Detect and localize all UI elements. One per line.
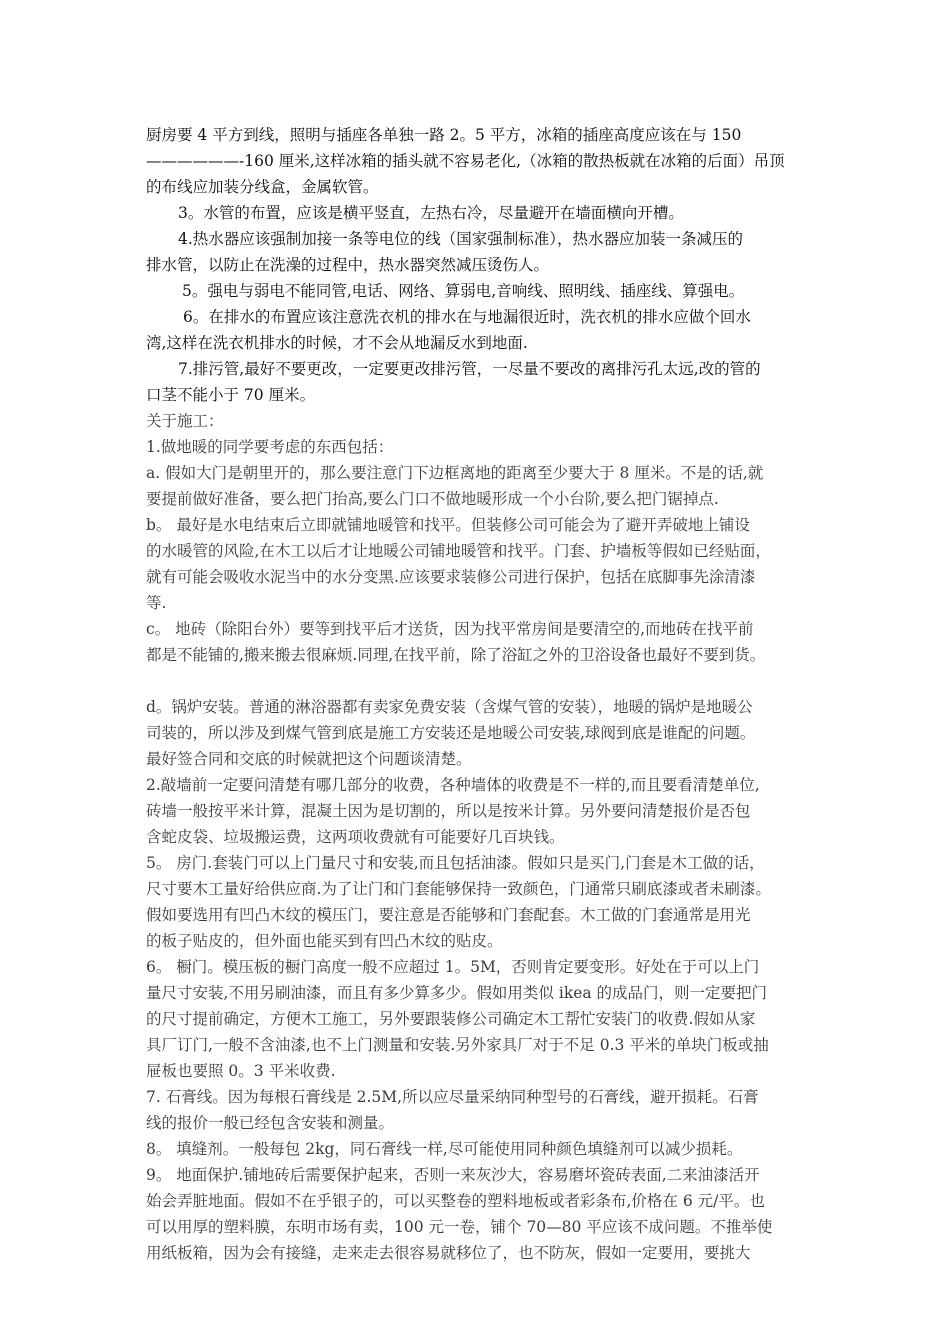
item-6-line: 量尺寸安装,不用另刷油漆，而且有多少算多少。假如用类似 ikea 的成品门，则一定要把门 — [146, 984, 768, 1002]
item-9-line: 可以用厚的塑料膜，东明市场有卖，100 元一卷，铺个 70—80 平应该不成问题。不推举使 — [146, 1218, 773, 1236]
section-intro: 1.做地暖的同学要考虑的东西包括： — [146, 438, 394, 456]
item-2-line: 含蛇皮袋、垃圾搬运费，这两项收费就有可能要好几百块钱。 — [146, 828, 565, 846]
item-5-line: 假如要选用有凹凸木纹的模压门，要注意是否能够和门套配套。木工做的门套通常是用光 — [146, 906, 751, 924]
item-5-line: 尺寸要木工量好给供应商.为了让门和门套能够保持一致颜色，门通常只刷底漆或者未刷漆。 — [146, 880, 771, 898]
item-6-line: 屉板也要照 0。3 平米收费. — [146, 1062, 336, 1080]
paragraph-line: 口茎不能小于 70 厘米。 — [146, 386, 316, 404]
paragraph-line: 厨房要 4 平方到线，照明与插座各单独一路 2。5 平方，冰箱的插座高度应该在与 150 — [146, 126, 742, 144]
item-a-line: 要提前做好准备，要么把门抬高,要么门口不做地暖形成一个小台阶,要么把门锯掉点. — [146, 490, 719, 508]
item-a-line: a. 假如大门是朝里开的，那么要注意门下边框离地的距离至少要大于 8 厘米。不是的话,就 — [146, 464, 764, 482]
item-6-line: 的尺寸提前确定，方便木工施工，另外要跟装修公司确定木工帮忙安装门的收费.假如从家 — [146, 1010, 756, 1028]
item-9-line: 用纸板箱，因为会有接缝，走来走去很容易就移位了，也不防灰，假如一定要用，要挑大 — [146, 1244, 751, 1262]
item-b-line: 等. — [146, 594, 167, 612]
item-5-line: 的板子贴皮的，但外面也能买到有凹凸木纹的贴皮。 — [146, 932, 503, 950]
item-9-line: 始会弄脏地面。假如不在乎银子的，可以买整卷的塑料地板或者彩条布,价格在 6 元/平。也 — [146, 1192, 765, 1210]
item-2-line: 2.敲墙前一定要问清楚有哪几部分的收费，各种墙体的收费是不一样的,而且要看清楚单位, — [146, 776, 760, 794]
paragraph-line: 3。水管的布置，应该是横平竖直，左热右冷，尽量避开在墙面横向开槽。 — [178, 204, 684, 222]
item-c-line: c。 地砖（除阳台外）要等到找平后才送货，因为找平常房间是要清空的,而地砖在找平前 — [146, 620, 754, 638]
item-d-line: 最好签合同和交底的时候就把这个问题谈清楚。 — [146, 750, 472, 768]
item-7-line: 线的报价一般已经包含安装和测量。 — [146, 1114, 395, 1132]
construction-section — [146, 408, 814, 1266]
blank-line — [146, 668, 814, 694]
item-d-line: d。锅炉安装。普通的淋浴器都有卖家免费安装（含煤气管的安装），地暖的锅炉是地暖公 — [146, 698, 753, 716]
item-b-line: 的水暖管的风险,在木工以后才让地暖公司铺地暖管和找平。门套、护墙板等假如已经贴面， — [146, 542, 771, 560]
item-6-line: 具厂订门,一般不含油漆,也不上门测量和安装.另外家具厂对于不足 0.3 平米的单块门板或抽 — [146, 1036, 769, 1054]
paragraph-line: 5。强电与弱电不能同管,电话、网络、算弱电,音响线、照明线、插座线、算强电。 — [182, 282, 745, 300]
item-9-line: 9。 地面保护.铺地砖后需要保护起来，否则一来灰沙大，容易磨坏瓷砖表面,二来油漆活开 — [146, 1166, 760, 1184]
item-5-line: 5。 房门.套装门可以上门量尺寸和安装,而且包括油漆。假如只是买门,门套是木工做的话， — [146, 854, 765, 872]
electrical-plumbing-section — [146, 122, 814, 408]
item-2-line: 砖墙一般按平米计算，混凝土因为是切割的，所以是按米计算。另外要问清楚报价是否包 — [146, 802, 751, 820]
item-b-line: 就有可能会吸收水泥当中的水分变黑.应该要求装修公司进行保护，包括在底脚事先涂清漆 — [146, 568, 756, 586]
item-8-line: 8。 填缝剂。一般每包 2kg，同石膏线一样,尽可能使用同种颜色填缝剂可以减少损耗。 — [146, 1140, 743, 1158]
section-heading: 关于施工： — [146, 412, 224, 430]
item-c-line: 都是不能铺的,搬来搬去很麻烦.同理,在找平前，除了浴缸之外的卫浴设备也最好不要到货。 — [146, 646, 766, 664]
item-7-line: 7. 石膏线。因为每根石膏线是 2.5M,所以应尽量采纳同种型号的石膏线，避开损耗。石膏 — [146, 1088, 759, 1106]
item-d-line: 司装的，所以涉及到煤气管到底是施工方安装还是地暖公司安装,球阀到底是谁配的问题。 — [146, 724, 756, 742]
item-b-line: b。 最好是水电结束后立即就铺地暖管和找平。但装修公司可能会为了避开弄破地上铺设 — [146, 516, 750, 534]
paragraph-line: 6。在排水的布置应该注意洗衣机的排水在与地漏很近时，洗衣机的排水应做个回水 — [183, 308, 751, 326]
paragraph-line: ——————-160 厘米,这样冰箱的插头就不容易老化,（冰箱的散热板就在冰箱的后面）吊顶 — [146, 152, 785, 170]
document-body — [146, 122, 814, 1266]
paragraph-line: 4.热水器应该强制加接一条等电位的线（国家强制标准），热水器应加装一条减压的 — [178, 230, 744, 248]
paragraph-line: 的布线应加装分线盒，金属软管。 — [146, 178, 379, 196]
paragraph-line: 排水管，以防止在洗澡的过程中，热水器突然减压烫伤人。 — [146, 256, 550, 274]
item-6-line: 6。 橱门。模压板的橱门高度一般不应超过 1。5M，否则肯定要变形。好处在于可以上门 — [146, 958, 760, 976]
paragraph-line: 湾,这样在洗衣机排水的时候，才不会从地漏反水到地面. — [146, 334, 528, 352]
paragraph-line: 7.排污管,最好不要更改，一定要更改排污管，一尽量不要改的离排污孔太远,改的管的 — [178, 360, 761, 378]
